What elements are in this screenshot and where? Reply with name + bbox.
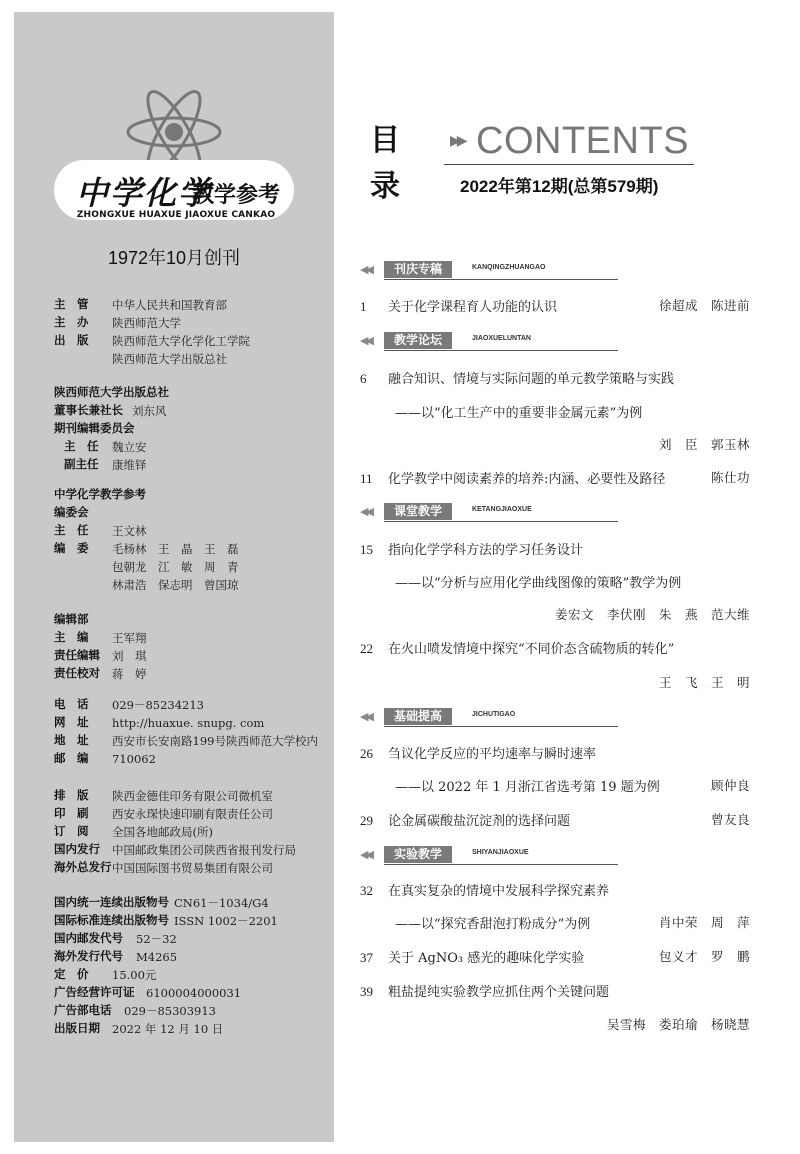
section-pinyin: KANQINGZHUANGAO [472, 264, 546, 271]
value: 王军翔 [112, 631, 147, 645]
value: M4265 [136, 950, 178, 964]
heading: 编辑部 [54, 614, 89, 626]
issue-number: 2022年第12期(总第579期) [460, 177, 659, 196]
value: 西安市长安南路199号陕西师范大学校内 [112, 734, 318, 748]
masthead-sidebar [14, 12, 334, 1142]
triangle-arrow-icon: ◀◀ [360, 710, 371, 723]
label: 主 编 [54, 632, 89, 644]
label: 广告经营许可证 [54, 987, 135, 999]
label: 印 刷 [54, 808, 89, 820]
article-entry[interactable] [360, 296, 750, 315]
heading: 陕西师范大学出版总社 [54, 387, 169, 399]
section-title: 教学论坛 [384, 332, 452, 349]
publisher-info [54, 296, 250, 368]
article-entry[interactable] [360, 947, 750, 966]
value: 毛杨林 王 晶 王 磊 [112, 542, 239, 556]
article-authors: 包义才 罗 鹏 [658, 949, 750, 964]
label: 国内发行 [54, 844, 100, 856]
label: 网 址 [54, 717, 89, 729]
article-title: 指向化学学科方法的学习任务设计 [388, 543, 584, 558]
triangle-arrow-icon: ◀◀ [360, 848, 371, 861]
label: 地 址 [54, 735, 89, 747]
value: 全国各地邮政局(所) [112, 825, 213, 839]
value: 52－32 [136, 932, 177, 946]
page-number: 37 [360, 950, 373, 965]
founded-date: 1972年10月创刊 [107, 248, 241, 268]
divider [384, 726, 618, 727]
section-title: 实验教学 [384, 846, 452, 863]
label: 责任编辑 [54, 650, 100, 662]
label: 董事长兼社长 [54, 405, 123, 417]
divider [384, 521, 618, 522]
section-pinyin: JIAOXUELUNTAN [472, 335, 531, 342]
label: 海外发行代号 [54, 951, 123, 963]
editorial-board [54, 486, 239, 594]
article-subtitle: ——以“探究香甜泡打粉成分”为例 [395, 917, 591, 932]
toc-char-lu: 录 [370, 170, 400, 203]
value: 中华人民共和国教育部 [112, 298, 227, 312]
article-authors: 顾仲良 [710, 778, 750, 793]
value: 710062 [112, 752, 156, 766]
logo-pinyin: ZHONGXUE HUAXUE JIAOXUE CANKAO [76, 210, 276, 220]
value: http://huaxue. snupg. com [112, 716, 265, 730]
logo-subtitle: 教学参考 [192, 182, 281, 208]
label: 主 任 [54, 525, 89, 537]
article-title: 在火山喷发情境中探究“不同价态含硫物质的转化” [388, 642, 675, 657]
value: 蒋 婷 [112, 667, 147, 681]
label: 海外总发行 [54, 862, 112, 874]
page-number: 15 [360, 542, 373, 557]
value: ISSN 1002－2201 [174, 914, 278, 928]
label: 广告部电话 [54, 1005, 112, 1017]
journal-logo [14, 82, 334, 232]
logo-title: 中学化学 [76, 174, 213, 212]
article-entry[interactable] [360, 368, 750, 387]
value: 魏立安 [112, 440, 147, 454]
label: 主 管 [54, 299, 89, 311]
section-pinyin: SHIYANJIAOXUE [472, 849, 529, 856]
article-entry[interactable] [360, 743, 750, 762]
value: CN61－1034/G4 [174, 896, 269, 910]
double-arrow-icon: ▶▶ [450, 133, 464, 149]
label: 订 阅 [54, 826, 89, 838]
section-pinyin: JICHUTIGAO [472, 711, 516, 718]
article-authors: 肖中荣 周 萍 [658, 915, 750, 930]
label: 电 话 [54, 699, 89, 711]
page-number: 6 [360, 371, 367, 386]
label: 出 版 [54, 335, 89, 347]
article-subtitle: ——以 2022 年 1 月浙江省选考第 19 题为例 [395, 780, 660, 795]
label: 责任校对 [54, 668, 100, 680]
label: 国内邮发代号 [54, 933, 123, 945]
article-entry[interactable] [360, 638, 750, 657]
label: 主 任 [64, 441, 99, 453]
article-subtitle: ——以“化工生产中的重要非金属元素”为例 [395, 406, 643, 421]
contents-header [440, 118, 696, 200]
toc-char-mu: 目 [370, 124, 400, 157]
heading: 中学化学教学参考 [54, 489, 146, 501]
section-header [360, 261, 620, 279]
value: 林肃浩 保志明 曾国琼 [112, 578, 239, 592]
section-header [360, 332, 620, 350]
divider [384, 864, 618, 865]
value: 029－85303913 [124, 1004, 216, 1018]
article-title: 关于 AgNO₃ 感光的趣味化学实验 [388, 951, 585, 966]
page-number: 11 [360, 471, 373, 486]
article-entry[interactable] [360, 981, 750, 1000]
value: 6100004000031 [146, 986, 242, 1000]
article-title: 化学教学中阅读素养的培养:内涵、必要性及路径 [388, 472, 666, 487]
label: 主 办 [54, 317, 89, 329]
article-title: 在真实复杂的情境中发展科学探究素养 [388, 884, 610, 899]
divider [444, 164, 694, 165]
article-title: 粗盐提纯实验教学应抓住两个关键问题 [388, 985, 610, 1000]
registration-info [54, 894, 278, 1038]
triangle-arrow-icon: ◀◀ [360, 334, 371, 347]
article-entry[interactable] [360, 539, 750, 558]
section-header [360, 708, 620, 726]
article-entry[interactable] [360, 468, 750, 487]
label: 定 价 [54, 969, 89, 981]
production-info [54, 787, 296, 877]
section-header [360, 503, 620, 521]
label: 国际标准连续出版物号 [54, 915, 169, 927]
value: 2022 年 12 月 10 日 [112, 1022, 224, 1036]
article-subtitle: ——以“分析与应用化学曲线图像的策略”教学为例 [395, 576, 682, 591]
article-title: 融合知识、情境与实际问题的单元教学策略与实践 [388, 372, 675, 387]
section-title: 基础提高 [384, 708, 452, 725]
heading: 期刊编辑委员会 [54, 423, 135, 435]
value: 陕西金德佳印务有限公司微机室 [112, 789, 273, 803]
value: 陕西师范大学出版总社 [112, 352, 227, 366]
label: 国内统一连续出版物号 [54, 897, 169, 909]
contents-title: CONTENTS [476, 120, 689, 162]
triangle-arrow-icon: ◀◀ [360, 505, 371, 518]
article-title: 刍议化学反应的平均速率与瞬时速率 [388, 747, 597, 762]
value: 陕西师范大学 [112, 316, 181, 330]
label: 排 版 [54, 790, 89, 802]
section-title: 课堂教学 [384, 503, 452, 520]
triangle-arrow-icon: ◀◀ [360, 263, 371, 276]
article-entry[interactable] [360, 810, 750, 829]
value: 中国国际图书贸易集团有限公司 [112, 861, 273, 875]
value: 王文林 [112, 524, 147, 538]
value: 刘东风 [132, 404, 167, 418]
publisher-board [54, 384, 169, 474]
divider [384, 350, 618, 351]
section-title: 刊庆专稿 [384, 261, 452, 278]
label: 出版日期 [54, 1023, 100, 1035]
toc-heading [370, 118, 400, 210]
value: 中国邮政集团公司陕西省报刊发行局 [112, 843, 296, 857]
value: 康维铎 [112, 458, 147, 472]
label: 编 委 [54, 543, 89, 555]
article-authors: 曾友良 [710, 812, 750, 827]
heading: 编委会 [54, 507, 89, 519]
page-number: 32 [360, 883, 373, 898]
page-number: 39 [360, 984, 373, 999]
article-title: 论金属碳酸盐沉淀剂的选择问题 [388, 814, 571, 829]
contact-info [54, 696, 318, 768]
editorial-dept [54, 611, 147, 683]
label: 副主任 [64, 459, 99, 471]
value: 西安永琛快速印刷有限责任公司 [112, 807, 273, 821]
value: 029－85234213 [112, 698, 204, 712]
value: 包朝龙 江 敏 周 青 [112, 560, 239, 574]
article-authors: 姜宏文 李伏刚 朱 燕 范大维 [554, 607, 750, 622]
section-header [360, 846, 620, 864]
article-authors: 刘 臣 郭玉林 [658, 437, 750, 452]
article-authors: 徐超成 陈进前 [658, 298, 750, 313]
divider [384, 279, 618, 280]
article-authors: 吴雪梅 娄珀瑜 杨晓慧 [606, 1017, 750, 1032]
article-title: 关于化学课程育人功能的认识 [388, 300, 558, 315]
page-number: 29 [360, 813, 373, 828]
article-authors: 陈仕功 [710, 470, 750, 485]
article-authors: 王 飞 王 明 [658, 675, 750, 690]
value: 陕西师范大学化学化工学院 [112, 334, 250, 348]
label: 邮 编 [54, 753, 89, 765]
value: 刘 琪 [112, 649, 147, 663]
section-pinyin: KETANGJIAOXUE [472, 506, 532, 513]
page-number: 26 [360, 746, 373, 761]
page-number: 1 [360, 299, 367, 314]
value: 15.00元 [112, 968, 157, 982]
article-entry[interactable] [360, 880, 750, 899]
page-number: 22 [360, 641, 373, 656]
